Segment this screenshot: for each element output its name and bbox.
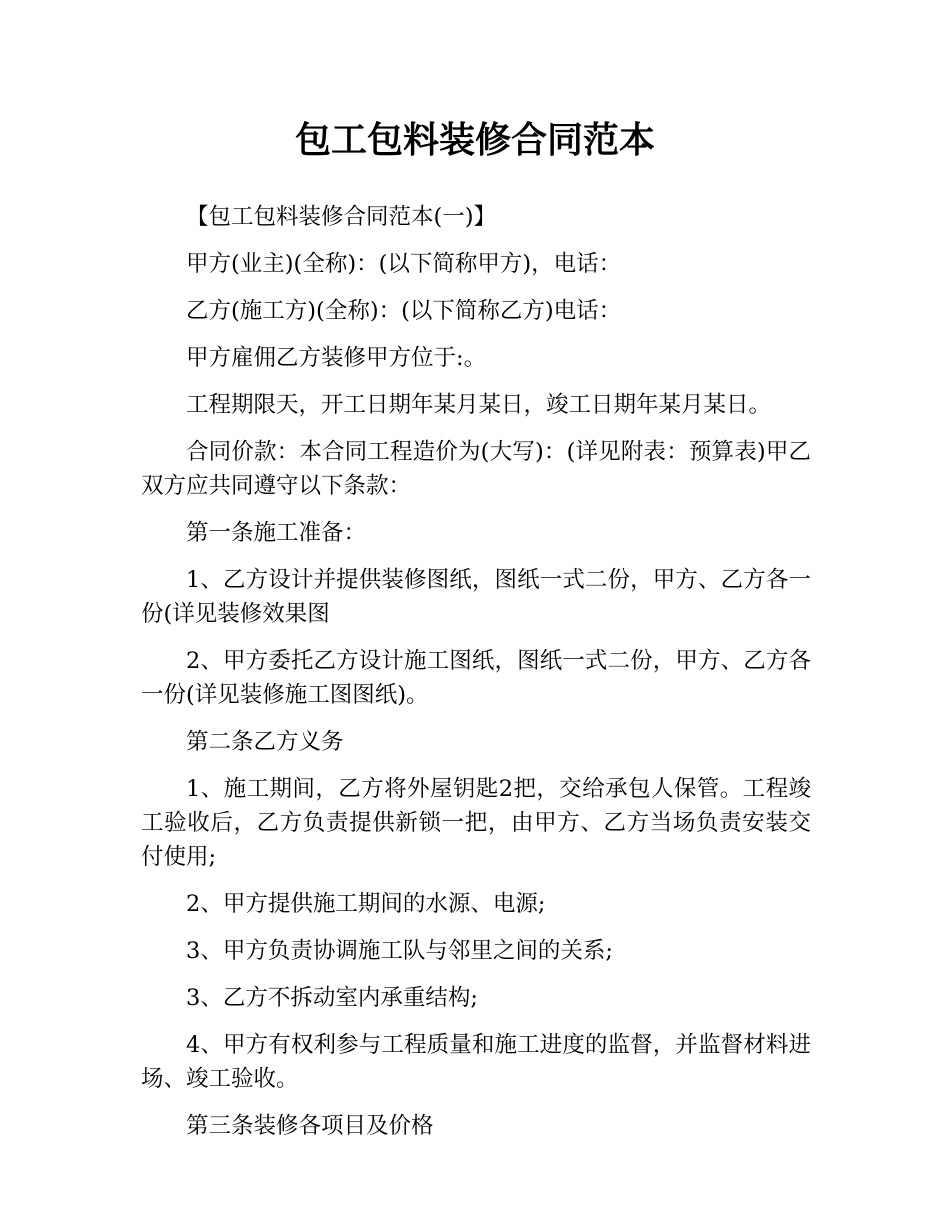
paragraph: 3、乙方不拆动室内承重结构; [186,985,478,1011]
document-title: 包工包料装修合同范本 [294,120,655,161]
paragraph: 【包工包料装修合同范本(一)】 [186,204,497,230]
paragraph: 1、乙方设计并提供装修图纸，图纸一式二份，甲方、乙方各一份(详见装修效果图 [141,567,811,627]
paragraph: 甲方雇佣乙方装修甲方位于:。 [186,345,487,371]
document-body [141,200,811,1156]
paragraph: 4、甲方有权利参与工程质量和施工进度的监督，并监督材料进场、竣工验收。 [141,1032,811,1092]
paragraph: 2、甲方委托乙方设计施工图纸，图纸一式二份，甲方、乙方各一份(详见装修施工图图纸)。 [141,648,811,708]
section-heading: 第一条施工准备： [186,520,367,546]
section-heading: 第二条乙方义务 [186,729,344,755]
paragraph: 2、甲方提供施工期间的水源、电源; [186,891,546,917]
paragraph: 1、施工期间，乙方将外屋钥匙2把，交给承包人保管。工程竣工验收后，乙方负责提供新锁一把，由甲方、乙方当场负责安装交付使用; [141,776,811,870]
paragraph: 乙方(施工方)(全称)：(以下简称乙方)电话： [186,298,622,324]
paragraph: 工程期限天，开工日期年某月某日，竣工日期年某月某日。 [186,392,772,418]
paragraph: 甲方(业主)(全称)：(以下简称甲方)，电话： [186,251,622,277]
section-heading: 第三条装修各项目及价格 [186,1113,434,1139]
paragraph: 3、甲方负责协调施工队与邻里之间的关系; [186,938,613,964]
paragraph: 合同价款：本合同工程造价为(大写)：(详见附表：预算表)甲乙双方应共同遵守以下条款： [141,439,811,499]
